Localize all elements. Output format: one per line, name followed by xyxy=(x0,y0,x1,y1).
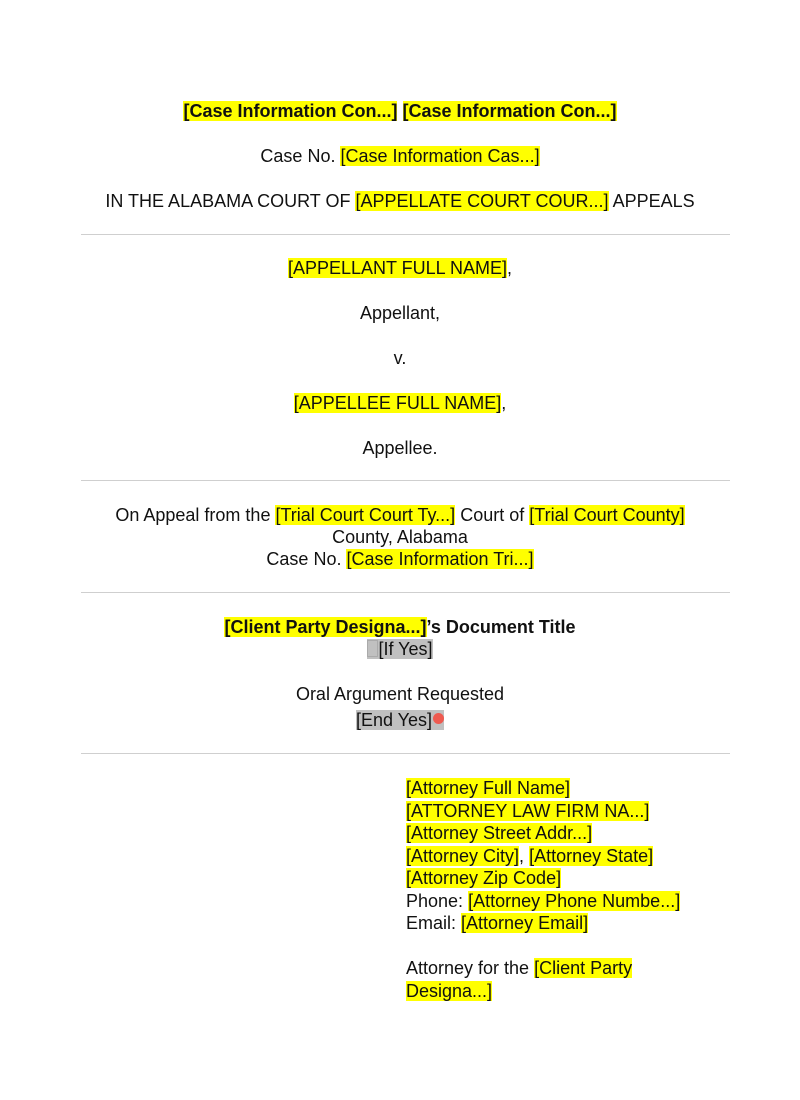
conditional-end-yes[interactable] xyxy=(356,710,444,730)
appeal-prefix: On Appeal from the xyxy=(115,505,271,525)
divider-1 xyxy=(81,234,730,235)
field-client-party-line1[interactable]: [Client Party xyxy=(534,958,633,978)
field-trial-case-number[interactable]: [Case Information Tri...] xyxy=(346,549,534,569)
end-yes-line xyxy=(0,709,800,731)
end-yes-label: [End Yes] xyxy=(355,710,433,730)
oral-argument-label: Oral Argument Requested xyxy=(295,684,505,704)
field-case-info-2[interactable]: [Case Information Con...] xyxy=(402,101,617,121)
field-appellant-name[interactable]: [APPELLANT FULL NAME] xyxy=(287,258,508,278)
email-label: Email: xyxy=(406,913,457,933)
document-title-line xyxy=(0,616,800,638)
trial-case-no-label: Case No. xyxy=(266,549,342,569)
conditional-if-yes[interactable] xyxy=(367,639,432,659)
case-no-label: Case No. xyxy=(260,146,336,166)
case-number-line xyxy=(0,145,800,167)
field-email[interactable]: [Attorney Email] xyxy=(461,913,589,933)
field-trial-court-county[interactable]: [Trial Court County] xyxy=(529,505,685,525)
appellant-name-line xyxy=(0,257,800,279)
court-line xyxy=(0,190,800,212)
appellee-comma: , xyxy=(501,393,507,413)
appellee-label: Appellee. xyxy=(362,438,438,458)
appellee-name-line xyxy=(0,392,800,414)
checkbox-marker-icon xyxy=(367,640,378,657)
appellant-comma: , xyxy=(507,258,513,278)
appeal-middle: Court of xyxy=(460,505,525,525)
field-attorney-city[interactable]: [Attorney City] xyxy=(406,845,520,866)
if-yes-line xyxy=(0,638,800,660)
court-suffix: APPEALS xyxy=(612,191,695,211)
appeal-from-line xyxy=(0,504,800,526)
field-client-party-line2[interactable]: Designa...] xyxy=(406,980,493,1001)
field-case-info-1[interactable]: [Case Information Con...] xyxy=(183,101,398,121)
if-yes-label: [If Yes] xyxy=(378,639,433,659)
divider-2 xyxy=(81,480,730,481)
field-trial-court-type[interactable]: [Trial Court Court Ty...] xyxy=(275,505,456,525)
divider-3 xyxy=(81,592,730,593)
divider-4 xyxy=(81,753,730,754)
field-phone-number[interactable]: [Attorney Phone Numbe...] xyxy=(468,890,681,911)
field-appellate-court[interactable]: [APPELLATE COURT COUR...] xyxy=(355,191,609,211)
signature-block xyxy=(406,777,736,1002)
field-street-address[interactable]: [Attorney Street Addr...] xyxy=(406,823,593,843)
city-separator: , xyxy=(519,845,525,866)
field-zip-code[interactable]: [Attorney Zip Code] xyxy=(406,868,562,888)
comment-marker-icon[interactable] xyxy=(433,713,444,724)
caption-title-line xyxy=(0,100,800,122)
field-law-firm[interactable]: [ATTORNEY LAW FIRM NA...] xyxy=(406,800,650,821)
field-attorney-name[interactable]: [Attorney Full Name] xyxy=(406,778,571,798)
document-title-suffix: ’s Document Title xyxy=(426,617,576,637)
phone-label: Phone: xyxy=(406,890,464,911)
versus-label: v. xyxy=(393,348,407,368)
trial-case-number-line xyxy=(0,548,800,570)
field-attorney-state[interactable]: [Attorney State] xyxy=(529,845,654,866)
appellant-label: Appellant, xyxy=(359,303,441,323)
field-case-number[interactable]: [Case Information Cas...] xyxy=(340,146,540,166)
field-client-party-designation[interactable]: [Client Party Designa...] xyxy=(224,617,427,637)
court-prefix: IN THE ALABAMA COURT OF xyxy=(105,191,351,211)
attorney-for-label: Attorney for the xyxy=(406,958,530,978)
county-line: County, Alabama xyxy=(332,527,468,547)
field-appellee-name[interactable]: [APPELLEE FULL NAME] xyxy=(293,393,502,413)
